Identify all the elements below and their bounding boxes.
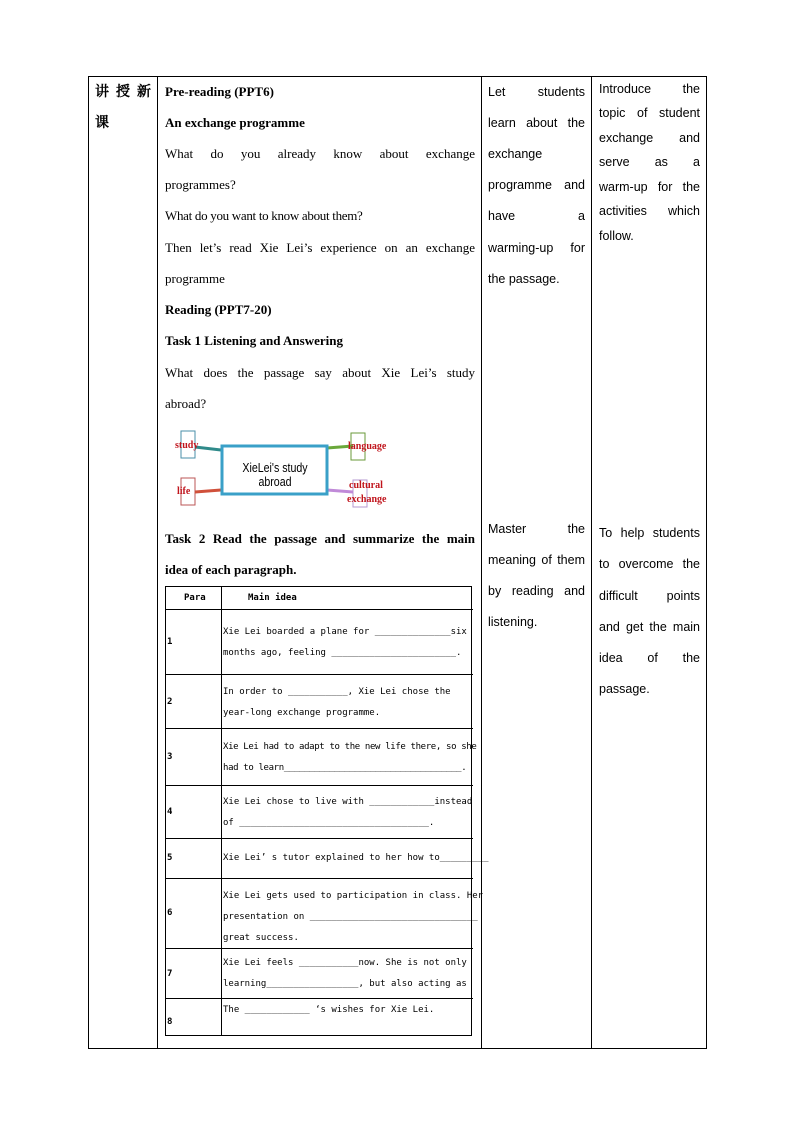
purpose-text: meaning of them xyxy=(488,553,585,567)
table-row-text: had to learn___________________________________. xyxy=(223,763,467,773)
intent-text: passage. xyxy=(599,682,650,696)
table-row-text: learning_________________, but also acting as xyxy=(223,979,467,989)
table-border xyxy=(88,1048,707,1049)
table-header-para: Para xyxy=(184,593,206,603)
purpose-text: by reading and xyxy=(488,584,585,598)
table-border xyxy=(88,76,707,77)
intent-text: Introduce the xyxy=(599,82,700,96)
table-row-para: 3 xyxy=(167,752,173,762)
table-row-text: of ___________________________________. xyxy=(223,818,435,828)
mind-map-node-life: life xyxy=(177,486,191,497)
section-label: 课 xyxy=(95,116,109,131)
purpose-text: have a xyxy=(488,209,585,223)
purpose-text: Let students xyxy=(488,85,585,99)
mind-map-center: XieLei's study abroad xyxy=(242,461,308,489)
table-border xyxy=(481,76,482,1049)
intent-text: idea of the xyxy=(599,651,700,665)
purpose-text: listening. xyxy=(488,615,538,629)
table-header-main-idea: Main idea xyxy=(248,593,297,603)
intent-text: activities which xyxy=(599,204,700,218)
purpose-text: exchange xyxy=(488,147,543,161)
table-row-text: In order to ___________, Xie Lei chose the xyxy=(223,687,451,697)
heading-task2: idea of each paragraph. xyxy=(165,562,297,577)
intent-text: exchange and xyxy=(599,131,700,145)
intent-text: serve as a xyxy=(599,155,700,169)
heading-prereading: Pre-reading (PPT6) xyxy=(165,84,274,99)
question-text: Then let’s read Xie Lei’s experience on an exchange xyxy=(165,240,475,255)
heading-exchange: An exchange programme xyxy=(165,115,305,130)
intent-text: To help students xyxy=(599,526,700,540)
mind-map-node-cultural: cultural xyxy=(349,480,383,491)
question-text: programmes? xyxy=(165,177,236,192)
table-row-para: 7 xyxy=(167,969,173,979)
question-text: What do you want to know about them? xyxy=(165,208,363,223)
table-border xyxy=(88,76,89,1049)
table-border xyxy=(157,76,158,1049)
table-row-text: great success. xyxy=(223,933,299,943)
table-row-text: year-long exchange programme. xyxy=(223,708,381,718)
table-row-text: Xie Lei chose to live with ____________instead xyxy=(223,797,473,807)
intent-text: warm-up for the xyxy=(599,180,700,194)
table-row-para: 5 xyxy=(167,853,173,863)
purpose-text: programme and xyxy=(488,178,585,192)
question-text: What do you already know about exchange xyxy=(165,146,475,161)
purpose-text: warming-up for xyxy=(488,241,585,255)
table-row-para: 8 xyxy=(167,1017,173,1027)
table-row-text: months ago, feeling _______________________. xyxy=(223,648,462,658)
table-border xyxy=(706,76,707,1049)
table-row-para: 1 xyxy=(167,637,173,647)
table-row-text: Xie Lei feels ___________now. She is not only xyxy=(223,958,467,968)
table-row-text: Xie Lei boarded a plane for ______________six xyxy=(223,627,467,637)
intent-text: topic of student xyxy=(599,106,700,120)
intent-text: follow. xyxy=(599,229,634,243)
heading-task1: Task 1 Listening and Answering xyxy=(165,333,343,348)
table-row-para: 6 xyxy=(167,908,173,918)
intent-text: and get the main xyxy=(599,620,700,634)
heading-task2: Task 2 Read the passage and summarize the main xyxy=(165,531,475,546)
question-text: programme xyxy=(165,271,225,286)
mind-map-node-study: study xyxy=(175,440,199,451)
question-text: abroad? xyxy=(165,396,207,411)
question-text: What does the passage say about Xie Lei’s study xyxy=(165,365,475,380)
intent-text: difficult points xyxy=(599,589,700,603)
table-row-text: Xie Lei gets used to participation in class. Her xyxy=(223,891,484,901)
mind-map xyxy=(165,425,395,515)
table-row-para: 4 xyxy=(167,807,173,817)
heading-reading: Reading (PPT7-20) xyxy=(165,302,272,317)
intent-text: to overcome the xyxy=(599,557,700,571)
purpose-text: Master the xyxy=(488,522,585,536)
purpose-text: learn about the xyxy=(488,116,585,130)
mind-map-node-language: language xyxy=(348,441,387,452)
table-row-text: presentation on _______________________________ xyxy=(223,912,478,922)
table-row-text: The ____________ ‘s wishes for Xie Lei. xyxy=(223,1005,435,1015)
table-row-text: Xie Lei’ s tutor explained to her how to_________ xyxy=(223,853,489,863)
table-border xyxy=(591,76,592,1049)
section-label: 讲 授 新 xyxy=(95,85,151,100)
mind-map-node-exchange: exchange xyxy=(347,494,387,505)
table-row-text: Xie Lei had to adapt to the new life there, so she xyxy=(223,742,477,752)
purpose-text: the passage. xyxy=(488,272,560,286)
table-row-para: 2 xyxy=(167,697,173,707)
